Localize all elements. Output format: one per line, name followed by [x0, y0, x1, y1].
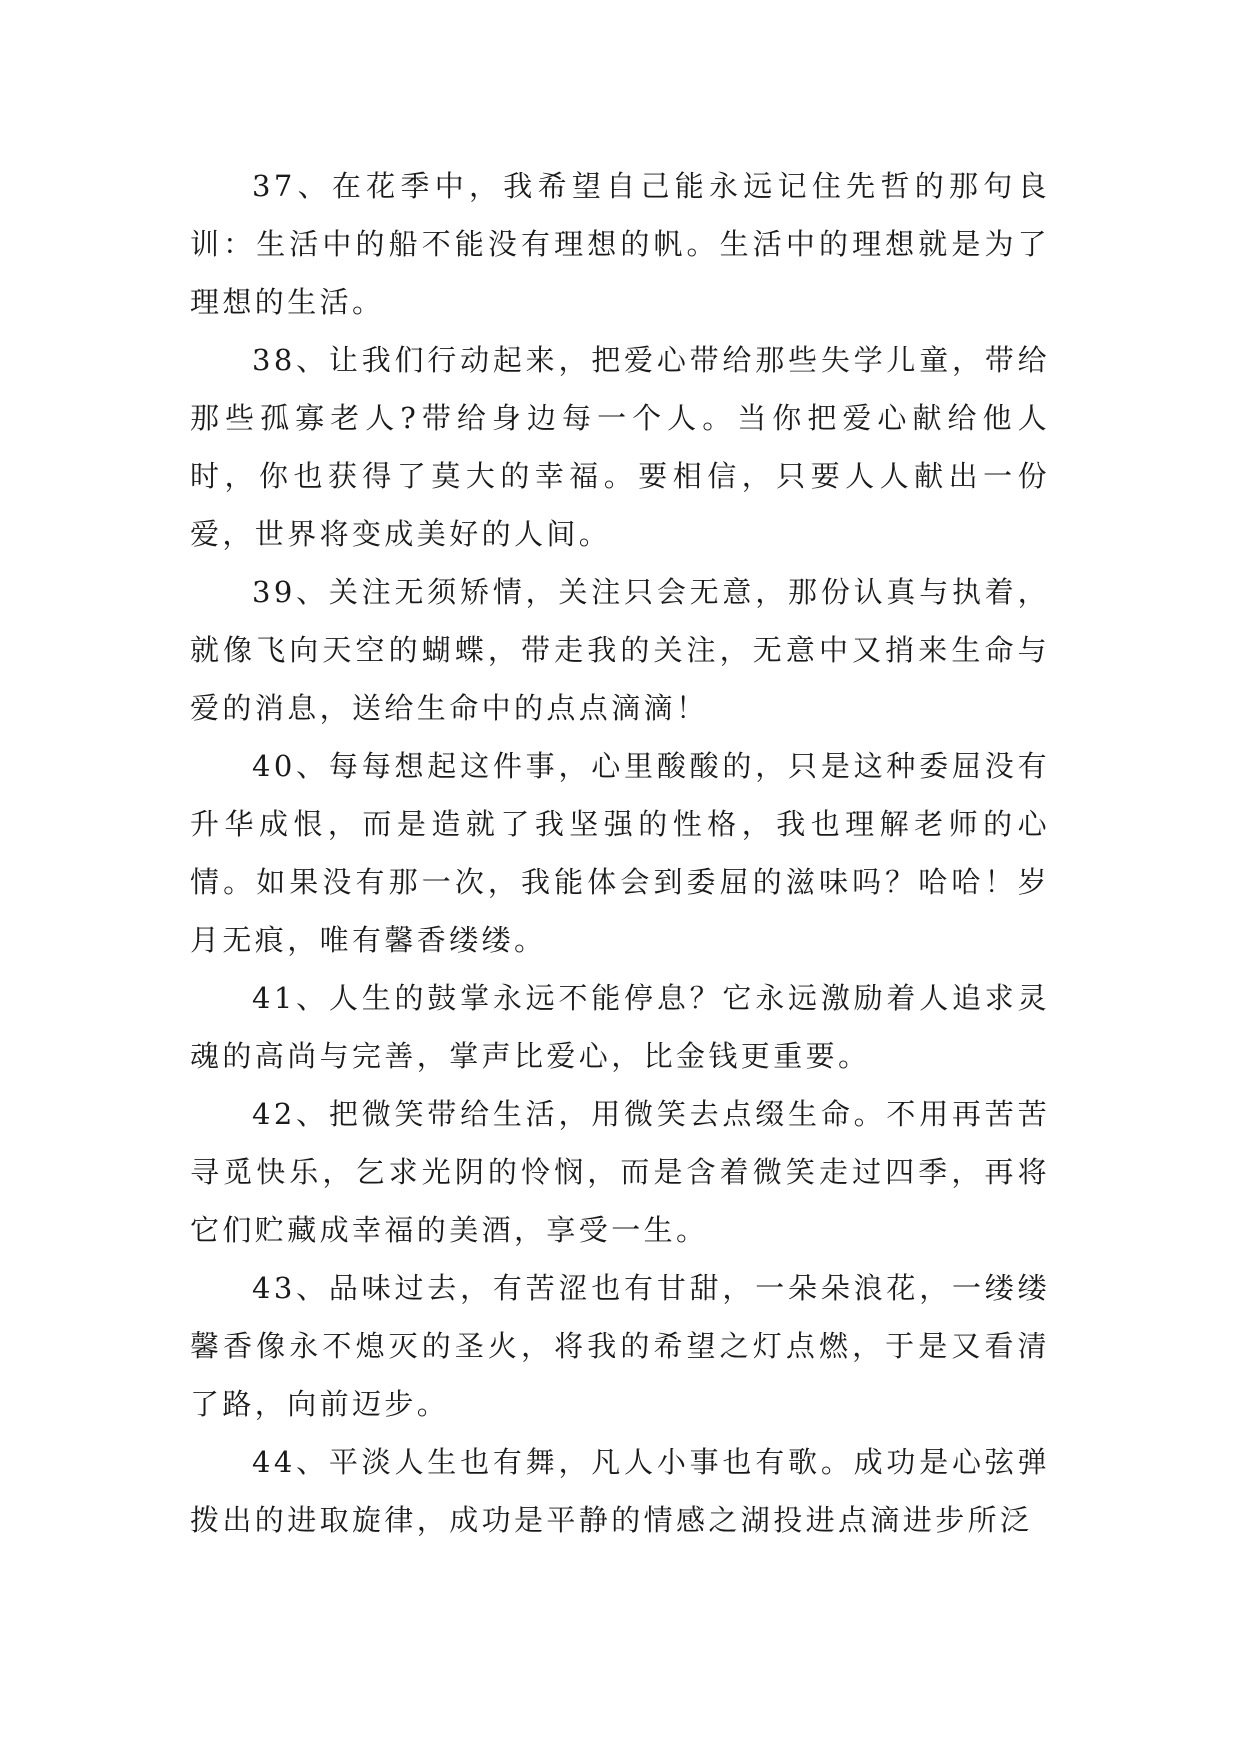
paragraph-43: 43、品味过去，有苦涩也有甘甜，一朵朵浪花，一缕缕馨香像永不熄灭的圣火，将我的希望之灯点燃，于是又看清了路，向前迈步。: [190, 1271, 1050, 1421]
paragraph-42: 42、把微笑带给生活，用微笑去点缀生命。不用再苦苦寻觅快乐，乞求光阴的怜悯，而是含着微笑走过四季，再将它们贮藏成幸福的美酒，享受一生。: [190, 1097, 1050, 1247]
paragraph-39: 39、关注无须矫情，关注只会无意，那份认真与执着，就像飞向天空的蝴蝶，带走我的关注，无意中又捎来生命与爱的消息，送给生命中的点点滴滴！: [190, 575, 1050, 725]
paragraph-40: 40、每每想起这件事，心里酸酸的，只是这种委屈没有升华成恨，而是造就了我坚强的性格，我也理解老师的心情。如果没有那一次，我能体会到委屈的滋味吗？哈哈！岁月无痕，唯有馨香缕缕。: [190, 749, 1050, 957]
paragraph-41: 41、人生的鼓掌永远不能停息？它永远激励着人追求灵魂的高尚与完善，掌声比爱心，比金钱更重要。: [190, 981, 1050, 1073]
document-body: [190, 157, 1050, 1549]
paragraph-44: 44、平淡人生也有舞，凡人小事也有歌。成功是心弦弹拨出的进取旋律，成功是平静的情感之湖投进点滴进步所泛: [190, 1445, 1050, 1537]
paragraph-38: 38、让我们行动起来，把爱心带给那些失学儿童，带给那些孤寡老人?带给身边每一个人。当你把爱心献给他人时，你也获得了莫大的幸福。要相信，只要人人献出一份爱，世界将变成美好的人间。: [190, 343, 1050, 551]
paragraph-37: 37、在花季中，我希望自己能永远记住先哲的那句良训：生活中的船不能没有理想的帆。生活中的理想就是为了理想的生活。: [190, 169, 1050, 319]
